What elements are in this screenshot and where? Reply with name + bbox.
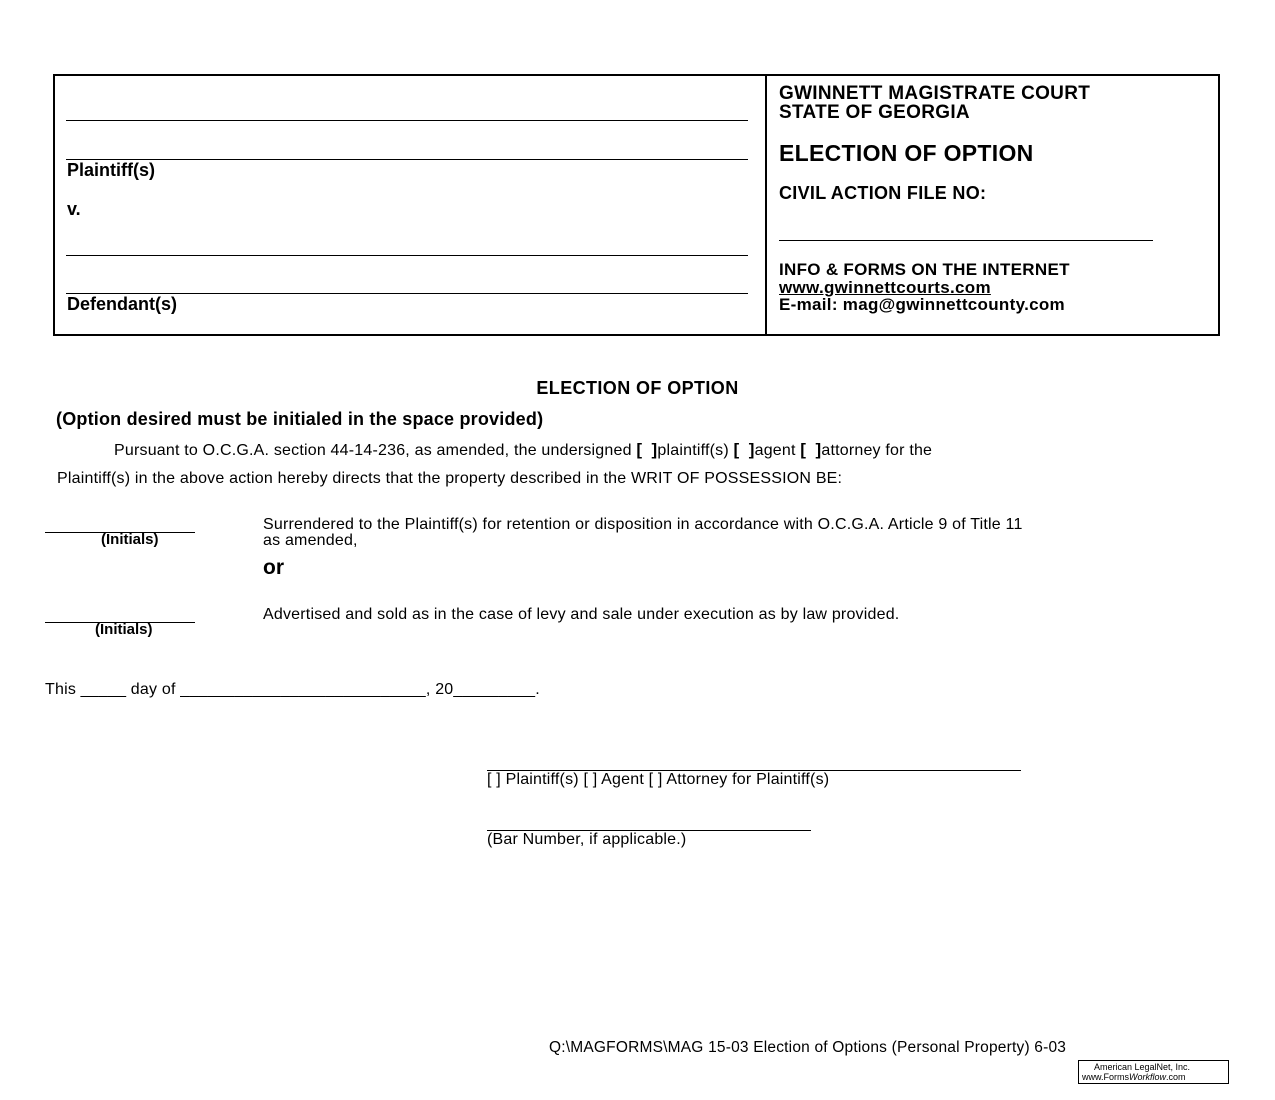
versus-label: v. — [67, 199, 81, 219]
form-path-footer: Q:\MAGFORMS\MAG 15-03 Election of Options (Personal Property) 6-03 — [549, 1039, 1067, 1056]
court-state: STATE OF GEORGIA — [779, 102, 970, 123]
directive-line-2: Plaintiff(s) in the above action hereby directs that the property described in the WRIT OF POSSESSION BE: — [57, 470, 843, 487]
plaintiff-checkbox-close[interactable]: ] — [651, 440, 658, 459]
bar-number-label: (Bar Number, if applicable.) — [487, 831, 687, 848]
file-no-line[interactable] — [779, 240, 1153, 241]
signer-role-options[interactable]: [ ] Plaintiff(s) [ ] Agent [ ] Attorney for Plaintiff(s) — [487, 771, 830, 788]
form-title: ELECTION OF OPTION — [779, 140, 1034, 166]
plaintiff-label: Plaintiff(s) — [67, 160, 155, 180]
info-label: INFO & FORMS ON THE INTERNET — [779, 260, 1070, 279]
plaintiff-option-label: plaintiff(s) — [657, 442, 729, 459]
option1-initials-label: (Initials) — [101, 531, 159, 548]
attorney-option-label: attorney for the — [821, 442, 933, 459]
attorney-checkbox-close[interactable]: ] — [815, 440, 822, 459]
date-line[interactable]: This _____ day of ___________________________, 20_________. — [45, 681, 540, 698]
court-email: E-mail: mag@gwinnettcounty.com — [779, 295, 1065, 314]
caption-divider — [765, 74, 767, 336]
court-name: GWINNETT MAGISTRATE COURT — [779, 83, 1091, 104]
agent-option-label: agent — [754, 442, 796, 459]
publisher-url-part-2: Workflow — [1129, 1072, 1167, 1082]
plaintiff-line-2[interactable] — [66, 159, 748, 160]
publisher-name: American LegalNet, Inc. — [1094, 1062, 1191, 1072]
agent-checkbox-open[interactable]: [ — [733, 440, 740, 459]
section-heading: ELECTION OF OPTION — [536, 378, 739, 398]
option2-text: Advertised and sold as in the case of levy and sale under execution as by law provided. — [263, 606, 900, 623]
publisher-credit-box — [1078, 1060, 1229, 1084]
publisher-url-part-3: .com — [1166, 1072, 1186, 1082]
agent-checkbox-close[interactable]: ] — [748, 440, 755, 459]
option2-initials-label: (Initials) — [95, 621, 153, 638]
or-separator: or — [263, 556, 284, 579]
option1-text-line-1: Surrendered to the Plaintiff(s) for retention or disposition in accordance with O.C.G.A. Article 9 of Title 11 — [263, 516, 1023, 533]
attorney-checkbox-open[interactable]: [ — [800, 440, 807, 459]
publisher-url-part-1: www.Forms — [1082, 1072, 1129, 1082]
defendant-label: Defendant(s) — [67, 294, 178, 314]
plaintiff-checkbox-open[interactable]: [ — [636, 440, 643, 459]
directive-line-1 — [114, 440, 932, 460]
instruction-text: (Option desired must be initialed in the space provided) — [56, 409, 544, 429]
directive-prefix: Pursuant to O.C.G.A. section 44-14-236, as amended, the undersigned — [114, 442, 632, 459]
plaintiff-line-1[interactable] — [66, 120, 748, 121]
option1-text-line-2: as amended, — [263, 532, 358, 549]
file-no-label: CIVIL ACTION FILE NO: — [779, 183, 987, 203]
defendant-line-1[interactable] — [66, 255, 748, 256]
publisher-url — [1082, 1072, 1225, 1082]
court-website-link[interactable]: www.gwinnettcourts.com — [779, 278, 991, 297]
